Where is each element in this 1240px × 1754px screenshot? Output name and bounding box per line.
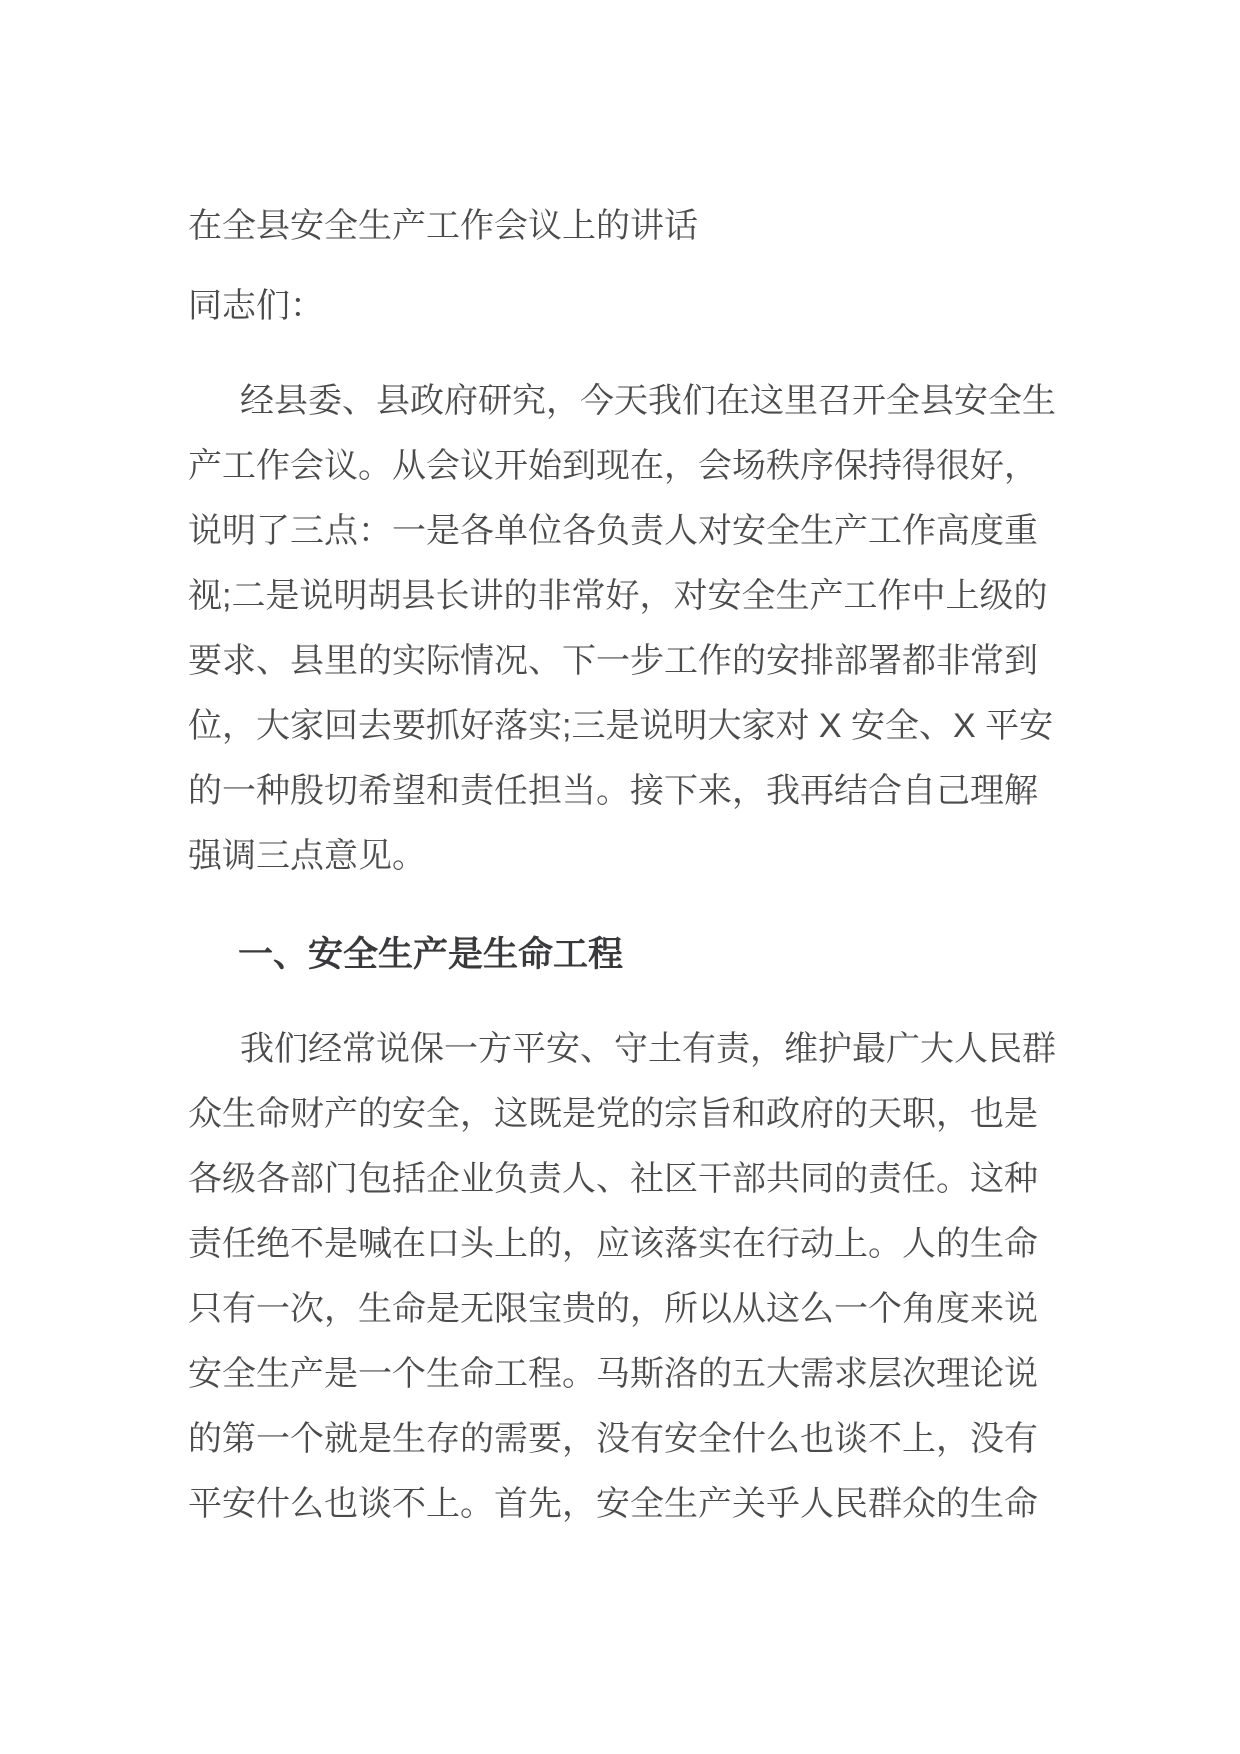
paragraph-line: 位，大家回去要抓好落实;三是说明大家对 X 安全、X 平安 [188, 707, 1054, 745]
paragraph-line: 平安什么也谈不上。首先，安全生产关乎人民群众的生命 [188, 1485, 1038, 1523]
paragraph-line: 只有一次，生命是无限宝贵的，所以从这么一个角度来说 [188, 1290, 1038, 1328]
paragraph-line: 的第一个就是生存的需要，没有安全什么也谈不上，没有 [188, 1420, 1038, 1458]
paragraph-line: 经县委、县政府研究，今天我们在这里召开全县安全生 [240, 382, 1056, 420]
paragraph-line: 视;二是说明胡县长讲的非常好，对安全生产工作中上级的 [188, 577, 1048, 615]
paragraph-line: 要求、县里的实际情况、下一步工作的安排部署都非常到 [188, 642, 1038, 680]
paragraph-line: 责任绝不是喊在口头上的，应该落实在行动上。人的生命 [188, 1225, 1038, 1263]
paragraph-line: 我们经常说保一方平安、守土有责，维护最广大人民群 [240, 1030, 1056, 1068]
paragraph-line: 各级各部门包括企业负责人、社区干部共同的责任。这种 [188, 1160, 1038, 1198]
paragraph-line: 强调三点意见。 [188, 837, 426, 875]
salutation-line: 同志们： [188, 287, 324, 325]
section-heading: 一、安全生产是生命工程 [238, 935, 624, 974]
paragraph-line: 的一种殷切希望和责任担当。接下来，我再结合自己理解 [188, 772, 1038, 810]
paragraph-line: 安全生产是一个生命工程。马斯洛的五大需求层次理论说 [188, 1355, 1038, 1393]
paragraph-1 [188, 369, 1056, 889]
doc-title: 在全县安全生产工作会议上的讲话 [188, 207, 698, 245]
paragraph-line: 产工作会议。从会议开始到现在，会场秩序保持得很好， [188, 447, 1038, 485]
paragraph-line: 众生命财产的安全，这既是党的宗旨和政府的天职，也是 [188, 1095, 1038, 1133]
paragraph-2 [188, 1017, 1056, 1537]
document-content [188, 194, 1056, 1537]
paragraph-line: 说明了三点：一是各单位各负责人对安全生产工作高度重 [188, 512, 1038, 550]
